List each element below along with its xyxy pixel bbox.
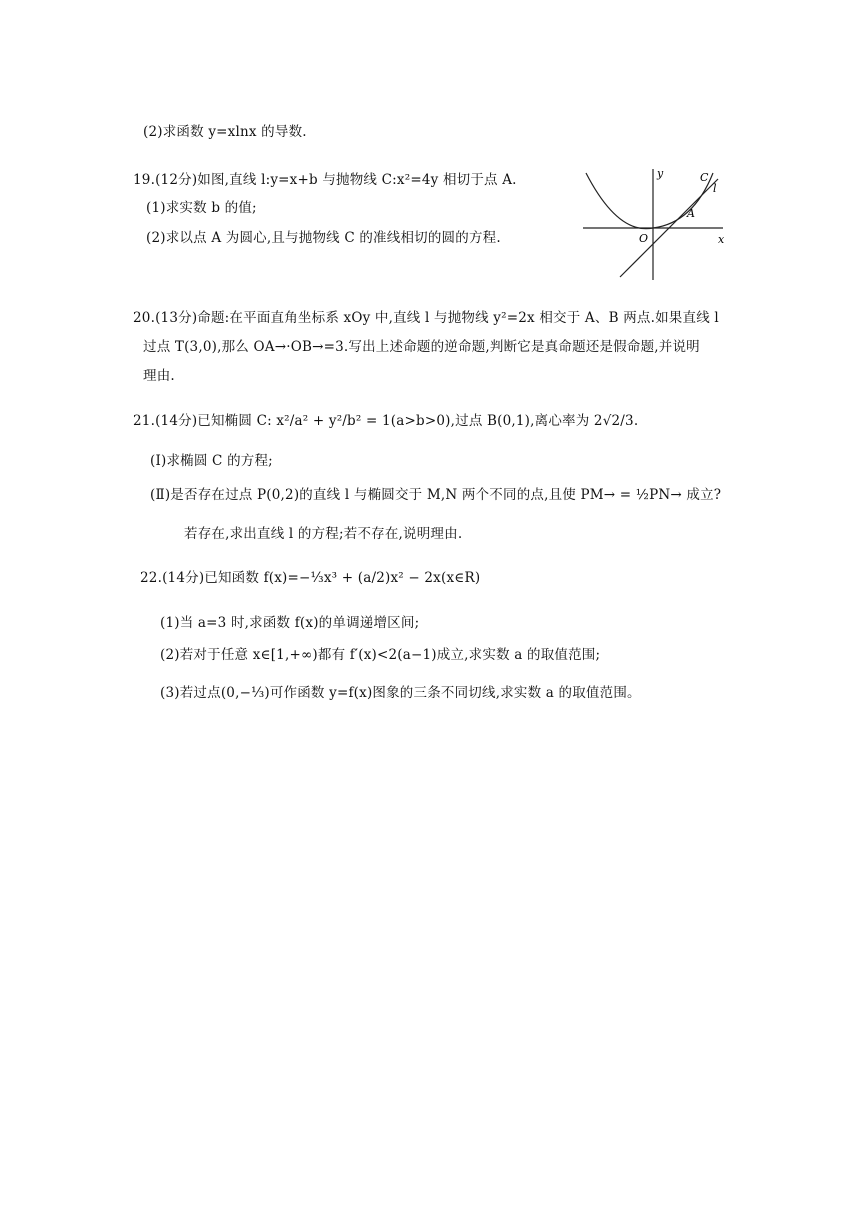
q21-part2: (Ⅱ)是否存在过点 P(0,2)的直线 l 与椭圆交于 M,N 两个不同的点,且使 PM→ = ½PN→ 成立? bbox=[150, 487, 722, 503]
q19-stem: 19.(12分)如图,直线 l:y=x+b 与抛物线 C:x²=4y 相切于点 A. bbox=[133, 172, 517, 188]
q22-part3: (3)若过点(0,−⅓)可作函数 y=f(x)图象的三条不同切线,求实数 a 的取值范围。 bbox=[160, 685, 641, 701]
point-a-label: A bbox=[687, 207, 695, 220]
q21-stem: 21.(14分)已知椭圆 C: x²/a² + y²/b² = 1(a>b>0),过点 B(0,1),离心率为 2√2/3. bbox=[133, 413, 639, 429]
parabola-curve bbox=[586, 173, 713, 229]
y-axis-label: y bbox=[657, 167, 664, 180]
q19-part1: (1)求实数 b 的值; bbox=[146, 200, 257, 216]
q19-part2: (2)求以点 A 为圆心,且与抛物线 C 的准线相切的圆的方程. bbox=[146, 230, 501, 246]
q22-part2: (2)若对于任意 x∈[1,+∞)都有 f′(x)<2(a−1)成立,求实数 a 的取值范围; bbox=[160, 647, 601, 663]
q21-part2-continued: 若存在,求出直线 l 的方程;若不存在,说明理由. bbox=[184, 526, 463, 542]
origin-label: O bbox=[639, 232, 649, 245]
curve-c-label: C bbox=[700, 171, 709, 184]
q20-line2: 过点 T(3,0),那么 OA→·OB→=3.写出上述命题的逆命题,判断它是真命题还是假命题,并说明 bbox=[143, 339, 700, 355]
q18-part2: (2)求函数 y=xlnx 的导数. bbox=[143, 124, 307, 140]
q22-part1: (1)当 a=3 时,求函数 f(x)的单调递增区间; bbox=[160, 615, 420, 631]
q22-stem: 22.(14分)已知函数 f(x)=−⅓x³ + (a/2)x² − 2x(x∈R) bbox=[140, 570, 481, 586]
q20-line3: 理由. bbox=[143, 368, 175, 384]
x-axis-label: x bbox=[718, 233, 725, 246]
parabola-tangent-figure bbox=[578, 165, 728, 283]
q21-part1: (Ⅰ)求椭圆 C 的方程; bbox=[150, 453, 273, 469]
q20-line1: 20.(13分)命题:在平面直角坐标系 xOy 中,直线 l 与抛物线 y²=2x 相交于 A、B 两点.如果直线 l bbox=[133, 310, 719, 326]
line-l-label: l bbox=[713, 182, 717, 195]
